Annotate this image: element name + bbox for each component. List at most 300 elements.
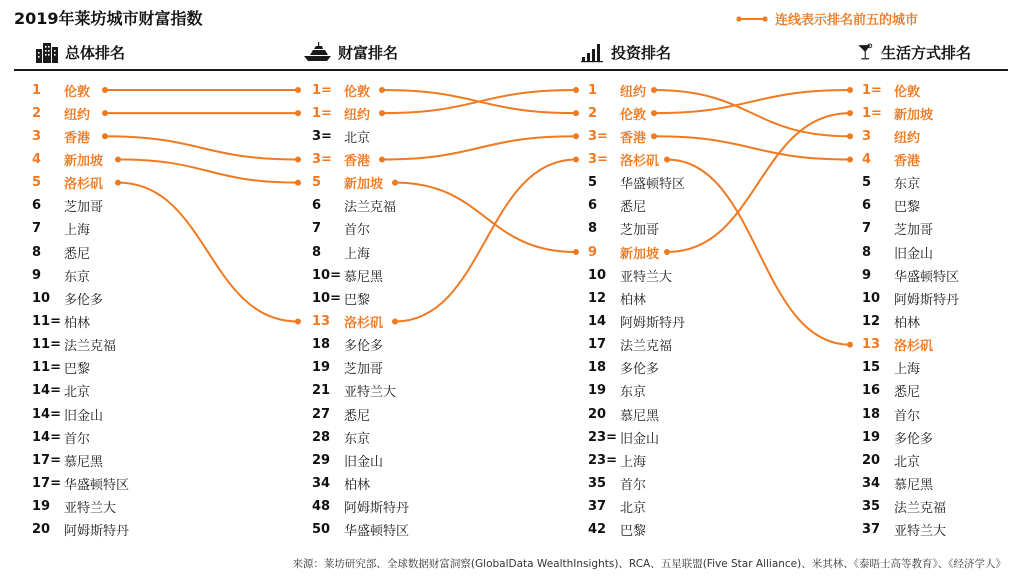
rank-value: 23= <box>588 452 617 468</box>
rank-value: 12 <box>588 290 607 306</box>
table-row <box>32 196 103 216</box>
rank-value: 1= <box>312 105 332 121</box>
yacht-icon <box>303 41 333 63</box>
city-name: 芝加哥 <box>894 223 934 239</box>
rank-value: 7 <box>312 221 322 237</box>
rank-value: 10 <box>32 290 51 306</box>
connector-dot <box>115 156 121 162</box>
city-name: 慕尼黑 <box>620 408 660 424</box>
city-name: 华盛顿特区 <box>620 177 686 193</box>
connector-dot <box>664 249 670 255</box>
table-row <box>862 219 933 239</box>
rank-value: 10= <box>312 290 341 306</box>
table-row <box>312 288 370 308</box>
table-row <box>312 196 396 216</box>
rank-value: 1 <box>588 82 598 98</box>
rank-value: 9 <box>862 267 872 283</box>
city-name: 旧金山 <box>64 408 104 424</box>
city-name: 东京 <box>64 269 91 285</box>
rank-value: 8 <box>588 221 598 237</box>
rank-value: 5 <box>312 175 322 191</box>
rank-value: 14= <box>32 383 61 399</box>
table-row <box>588 149 659 169</box>
city-name: 洛杉矶 <box>620 153 660 169</box>
rank-value: 18 <box>312 337 331 353</box>
city-name: 纽约 <box>620 84 647 100</box>
connector-dot <box>295 110 301 116</box>
connector-dot <box>847 156 853 162</box>
city-name: 亚特兰大 <box>64 501 117 517</box>
city-name: 伦敦 <box>344 84 371 100</box>
table-row <box>862 242 933 262</box>
rank-value: 8 <box>32 244 42 260</box>
city-name: 北京 <box>620 501 647 517</box>
table-row <box>588 219 659 239</box>
connector-line <box>382 136 576 159</box>
table-row <box>588 450 646 470</box>
rank-value: 1 <box>32 82 42 98</box>
connector-dot <box>102 133 108 139</box>
rank-value: 19 <box>312 360 331 376</box>
connector-line <box>654 90 850 136</box>
rank-value: 14= <box>32 406 61 422</box>
rank-value: 14= <box>32 429 61 445</box>
city-name: 悉尼 <box>894 385 921 401</box>
city-name: 亚特兰大 <box>894 524 947 540</box>
connector-dot <box>295 180 301 186</box>
connector-dot <box>295 87 301 93</box>
connector-line <box>654 90 850 113</box>
table-row <box>32 126 90 146</box>
rank-value: 11= <box>32 337 61 353</box>
rank-value: 27 <box>312 406 331 422</box>
table-row <box>862 312 920 332</box>
city-name: 法兰克福 <box>344 200 397 216</box>
header-overall <box>34 40 125 64</box>
rank-value: 5 <box>32 175 42 191</box>
connector-dot <box>392 319 398 325</box>
city-name: 洛杉矶 <box>344 316 384 331</box>
connector-dot <box>573 156 579 162</box>
connector-dot <box>847 110 853 116</box>
city-name: 洛杉矶 <box>64 177 104 193</box>
header-divider <box>14 69 1008 71</box>
city-buildings-icon <box>34 41 60 63</box>
table-row <box>32 288 103 308</box>
table-row <box>588 427 659 447</box>
city-name: 伦敦 <box>64 84 91 100</box>
table-row <box>588 474 646 494</box>
city-name: 柏林 <box>620 292 647 308</box>
rank-value: 20 <box>588 406 607 422</box>
city-name: 上海 <box>344 246 371 262</box>
city-name: 纽约 <box>894 130 921 146</box>
rank-value: 20 <box>32 522 51 538</box>
table-row <box>312 312 383 332</box>
rank-value: 5 <box>588 175 598 191</box>
rank-value: 3 <box>862 128 872 144</box>
rank-value: 6 <box>588 198 598 214</box>
table-row <box>312 404 370 424</box>
rank-value: 18 <box>588 360 607 376</box>
rank-value: 1= <box>862 105 882 121</box>
header-investment <box>580 40 671 64</box>
header-lifestyle-label: 生活方式排名 <box>881 43 972 62</box>
table-row <box>312 242 370 262</box>
table-row <box>32 219 90 239</box>
table-row <box>862 173 920 193</box>
rank-value: 17= <box>32 476 61 492</box>
rank-value: 6 <box>862 198 872 214</box>
rank-value: 3= <box>588 128 608 144</box>
city-name: 阿姆斯特丹 <box>64 524 130 540</box>
city-name: 悉尼 <box>64 246 91 262</box>
rank-value: 17= <box>32 452 61 468</box>
city-name: 上海 <box>620 454 647 470</box>
rank-value: 19 <box>32 499 51 515</box>
table-row <box>312 497 409 517</box>
table-row <box>588 288 646 308</box>
rank-value: 50 <box>312 522 331 538</box>
city-name: 东京 <box>620 385 647 401</box>
table-row <box>312 80 370 100</box>
table-row <box>862 196 920 216</box>
city-name: 首尔 <box>64 431 91 447</box>
connector-line <box>382 90 576 113</box>
rank-value: 21 <box>312 383 331 399</box>
rank-value: 29 <box>312 452 331 468</box>
rank-value: 7 <box>862 221 872 237</box>
table-row <box>862 427 933 447</box>
table-row <box>312 381 396 401</box>
city-name: 香港 <box>64 130 91 146</box>
table-row <box>32 474 129 494</box>
source-note: 来源：莱坊研究部、全球数据财富洞察(GlobalData WealthInsights)、RCA、五星联盟(Five Star Alliance)、米其林、《泰晤士高等教育》、《经济学人》 <box>292 558 1006 570</box>
city-name: 法兰克福 <box>894 501 947 517</box>
city-name: 多伦多 <box>620 362 660 378</box>
rank-value: 6 <box>312 198 322 214</box>
cocktail-icon <box>856 41 876 63</box>
table-row <box>32 497 116 517</box>
rank-value: 6 <box>32 198 42 214</box>
rank-value: 2 <box>588 105 598 121</box>
rank-value: 3= <box>312 128 332 144</box>
table-row <box>588 381 646 401</box>
connector-line <box>667 159 850 344</box>
rank-value: 8 <box>312 244 322 260</box>
table-row <box>312 450 383 470</box>
table-row <box>588 265 672 285</box>
table-row <box>32 427 90 447</box>
table-row <box>862 103 933 123</box>
city-name: 首尔 <box>894 408 921 424</box>
city-name: 上海 <box>894 362 921 378</box>
city-name: 慕尼黑 <box>894 478 934 494</box>
rank-value: 11= <box>32 314 61 329</box>
rank-value: 15 <box>862 360 881 376</box>
city-name: 多伦多 <box>64 292 104 308</box>
rank-value: 35 <box>862 499 881 515</box>
connector-line <box>667 113 850 252</box>
connector-dot <box>664 156 670 162</box>
rank-value: 34 <box>312 476 331 492</box>
city-name: 伦敦 <box>894 84 921 100</box>
connector-dot <box>102 87 108 93</box>
city-name: 香港 <box>344 153 371 169</box>
rank-value: 16 <box>862 383 881 399</box>
connector-dot <box>651 133 657 139</box>
connector-dot <box>573 133 579 139</box>
page-title: 2019年莱坊城市财富指数 <box>14 9 203 28</box>
table-row <box>32 80 90 100</box>
rank-value: 4 <box>32 151 42 167</box>
rank-value: 5 <box>862 175 872 191</box>
connector-line <box>382 90 576 113</box>
connector-line <box>118 183 298 322</box>
connector-dot <box>379 110 385 116</box>
rank-value: 13 <box>862 337 881 353</box>
legend-line-icon <box>735 14 769 24</box>
city-name: 芝加哥 <box>344 362 384 378</box>
table-row <box>862 450 920 470</box>
table-row <box>312 219 370 239</box>
city-name: 阿姆斯特丹 <box>894 292 960 308</box>
city-name: 亚特兰大 <box>620 269 673 285</box>
rank-value: 48 <box>312 499 331 515</box>
legend-label: 连线表示排名前五的城市 <box>775 13 919 28</box>
connector-dot <box>392 180 398 186</box>
table-row <box>862 520 946 540</box>
city-name: 首尔 <box>620 478 647 494</box>
rank-value: 11= <box>32 360 61 376</box>
table-row <box>32 265 90 285</box>
rank-value: 17 <box>588 337 607 353</box>
city-name: 旧金山 <box>894 246 934 262</box>
connector-dot <box>651 87 657 93</box>
city-name: 悉尼 <box>620 200 647 216</box>
table-row <box>32 103 90 123</box>
rank-value: 34 <box>862 476 881 492</box>
rank-value: 19 <box>862 429 881 445</box>
rank-value: 37 <box>862 522 881 538</box>
city-name: 华盛顿特区 <box>344 524 410 540</box>
connector-dot <box>573 110 579 116</box>
connector-dot <box>847 342 853 348</box>
header-investment-label: 投资排名 <box>611 43 672 62</box>
city-name: 洛杉矶 <box>894 339 934 355</box>
header-wealth <box>303 40 398 64</box>
table-row <box>32 242 90 262</box>
connector-dot <box>102 110 108 116</box>
table-row <box>588 404 659 424</box>
header-lifestyle <box>856 40 971 64</box>
rank-value: 42 <box>588 522 607 538</box>
table-row <box>588 126 646 146</box>
rank-value: 10 <box>862 290 881 306</box>
city-name: 北京 <box>344 130 371 146</box>
connector-dot <box>115 180 121 186</box>
table-row <box>588 520 646 540</box>
city-name: 新加坡 <box>64 153 104 169</box>
table-row <box>862 474 933 494</box>
rank-value: 19 <box>588 383 607 399</box>
connector-dot <box>295 156 301 162</box>
city-name: 慕尼黑 <box>64 454 104 470</box>
city-name: 纽约 <box>64 107 91 123</box>
table-row <box>588 335 672 355</box>
rank-value: 18 <box>862 406 881 422</box>
table-row <box>312 173 383 193</box>
rank-value: 37 <box>588 499 607 515</box>
table-row <box>312 474 370 494</box>
table-row <box>32 404 103 424</box>
city-name: 法兰克福 <box>64 339 117 355</box>
header-wealth-label: 财富排名 <box>338 43 399 62</box>
rank-value: 1= <box>312 82 332 98</box>
city-name: 芝加哥 <box>620 223 660 239</box>
table-row <box>312 126 370 146</box>
table-row <box>862 381 920 401</box>
rank-value: 8 <box>862 244 872 260</box>
legend <box>735 9 918 28</box>
table-row <box>588 103 646 123</box>
table-row <box>862 404 920 424</box>
city-name: 柏林 <box>894 316 921 331</box>
table-row <box>312 335 383 355</box>
table-row <box>588 80 646 100</box>
table-row <box>588 358 659 378</box>
rank-value: 28 <box>312 429 331 445</box>
rank-value: 3 <box>32 128 42 144</box>
city-name: 慕尼黑 <box>344 269 384 285</box>
table-row <box>32 358 90 378</box>
table-row <box>588 173 685 193</box>
table-row <box>32 381 90 401</box>
table-row <box>32 149 103 169</box>
connector-dot <box>847 87 853 93</box>
city-name: 芝加哥 <box>64 200 104 216</box>
table-row <box>312 265 383 285</box>
connector-dot <box>295 319 301 325</box>
rank-value: 12 <box>862 314 881 329</box>
rank-value: 23= <box>588 429 617 445</box>
connector-dot <box>573 249 579 255</box>
city-name: 东京 <box>894 177 921 193</box>
city-name: 华盛顿特区 <box>64 478 130 494</box>
table-row <box>312 149 370 169</box>
header-overall-label: 总体排名 <box>65 43 126 62</box>
connector-dot <box>847 133 853 139</box>
rank-value: 14 <box>588 314 607 329</box>
city-name: 多伦多 <box>894 431 934 447</box>
rank-value: 10 <box>588 267 607 283</box>
connector-dot <box>379 156 385 162</box>
city-name: 香港 <box>894 153 921 169</box>
rank-value: 7 <box>32 221 42 237</box>
table-row <box>862 149 920 169</box>
rank-value: 3= <box>312 151 332 167</box>
city-name: 悉尼 <box>344 408 371 424</box>
bar-chart-icon <box>580 41 606 63</box>
table-row <box>312 103 370 123</box>
table-row <box>862 288 959 308</box>
city-name: 北京 <box>64 385 91 401</box>
table-row <box>588 312 685 332</box>
table-row <box>862 497 946 517</box>
table-row <box>862 80 920 100</box>
connector-dot <box>379 87 385 93</box>
connector-line <box>105 136 298 159</box>
city-name: 旧金山 <box>344 454 384 470</box>
city-name: 北京 <box>894 454 921 470</box>
city-name: 柏林 <box>64 316 91 331</box>
connector-line <box>654 136 850 159</box>
connector-dot <box>573 87 579 93</box>
table-row <box>588 196 646 216</box>
rank-value: 20 <box>862 452 881 468</box>
rank-value: 1= <box>862 82 882 98</box>
table-row <box>312 427 370 447</box>
connector-dot <box>651 110 657 116</box>
city-name: 阿姆斯特丹 <box>620 316 686 331</box>
city-name: 柏林 <box>344 478 371 494</box>
rank-value: 3= <box>588 151 608 167</box>
city-name: 巴黎 <box>64 362 91 378</box>
table-row <box>588 242 659 262</box>
rank-value: 35 <box>588 476 607 492</box>
city-name: 首尔 <box>344 223 371 239</box>
rank-value: 9 <box>588 244 598 260</box>
rank-value: 9 <box>32 267 42 283</box>
table-row <box>862 126 920 146</box>
city-name: 巴黎 <box>894 200 921 216</box>
city-name: 阿姆斯特丹 <box>344 501 410 517</box>
city-name: 亚特兰大 <box>344 385 397 401</box>
city-name: 法兰克福 <box>620 339 673 355</box>
city-name: 华盛顿特区 <box>894 269 960 285</box>
table-row <box>862 335 933 355</box>
city-name: 新加坡 <box>344 177 384 193</box>
city-name: 旧金山 <box>620 431 660 447</box>
table-row <box>312 358 383 378</box>
city-name: 东京 <box>344 431 371 447</box>
city-name: 新加坡 <box>620 246 660 262</box>
table-row <box>32 520 129 540</box>
rank-value: 4 <box>862 151 872 167</box>
city-name: 巴黎 <box>620 524 647 540</box>
city-name: 伦敦 <box>620 107 647 123</box>
city-name: 多伦多 <box>344 339 384 355</box>
connector-line <box>395 183 576 252</box>
rank-value: 2 <box>32 105 42 121</box>
table-row <box>32 173 103 193</box>
city-name: 纽约 <box>344 107 371 123</box>
table-row <box>32 335 116 355</box>
city-name: 香港 <box>620 130 647 146</box>
connector-line <box>395 159 576 321</box>
rank-value: 10= <box>312 267 341 283</box>
city-name: 上海 <box>64 223 91 239</box>
table-row <box>32 450 103 470</box>
city-name: 巴黎 <box>344 292 371 308</box>
table-row <box>588 497 646 517</box>
table-row <box>862 358 920 378</box>
table-row <box>32 312 90 332</box>
city-name: 新加坡 <box>894 107 934 123</box>
table-row <box>862 265 959 285</box>
rank-value: 13 <box>312 314 331 329</box>
table-row <box>312 520 409 540</box>
